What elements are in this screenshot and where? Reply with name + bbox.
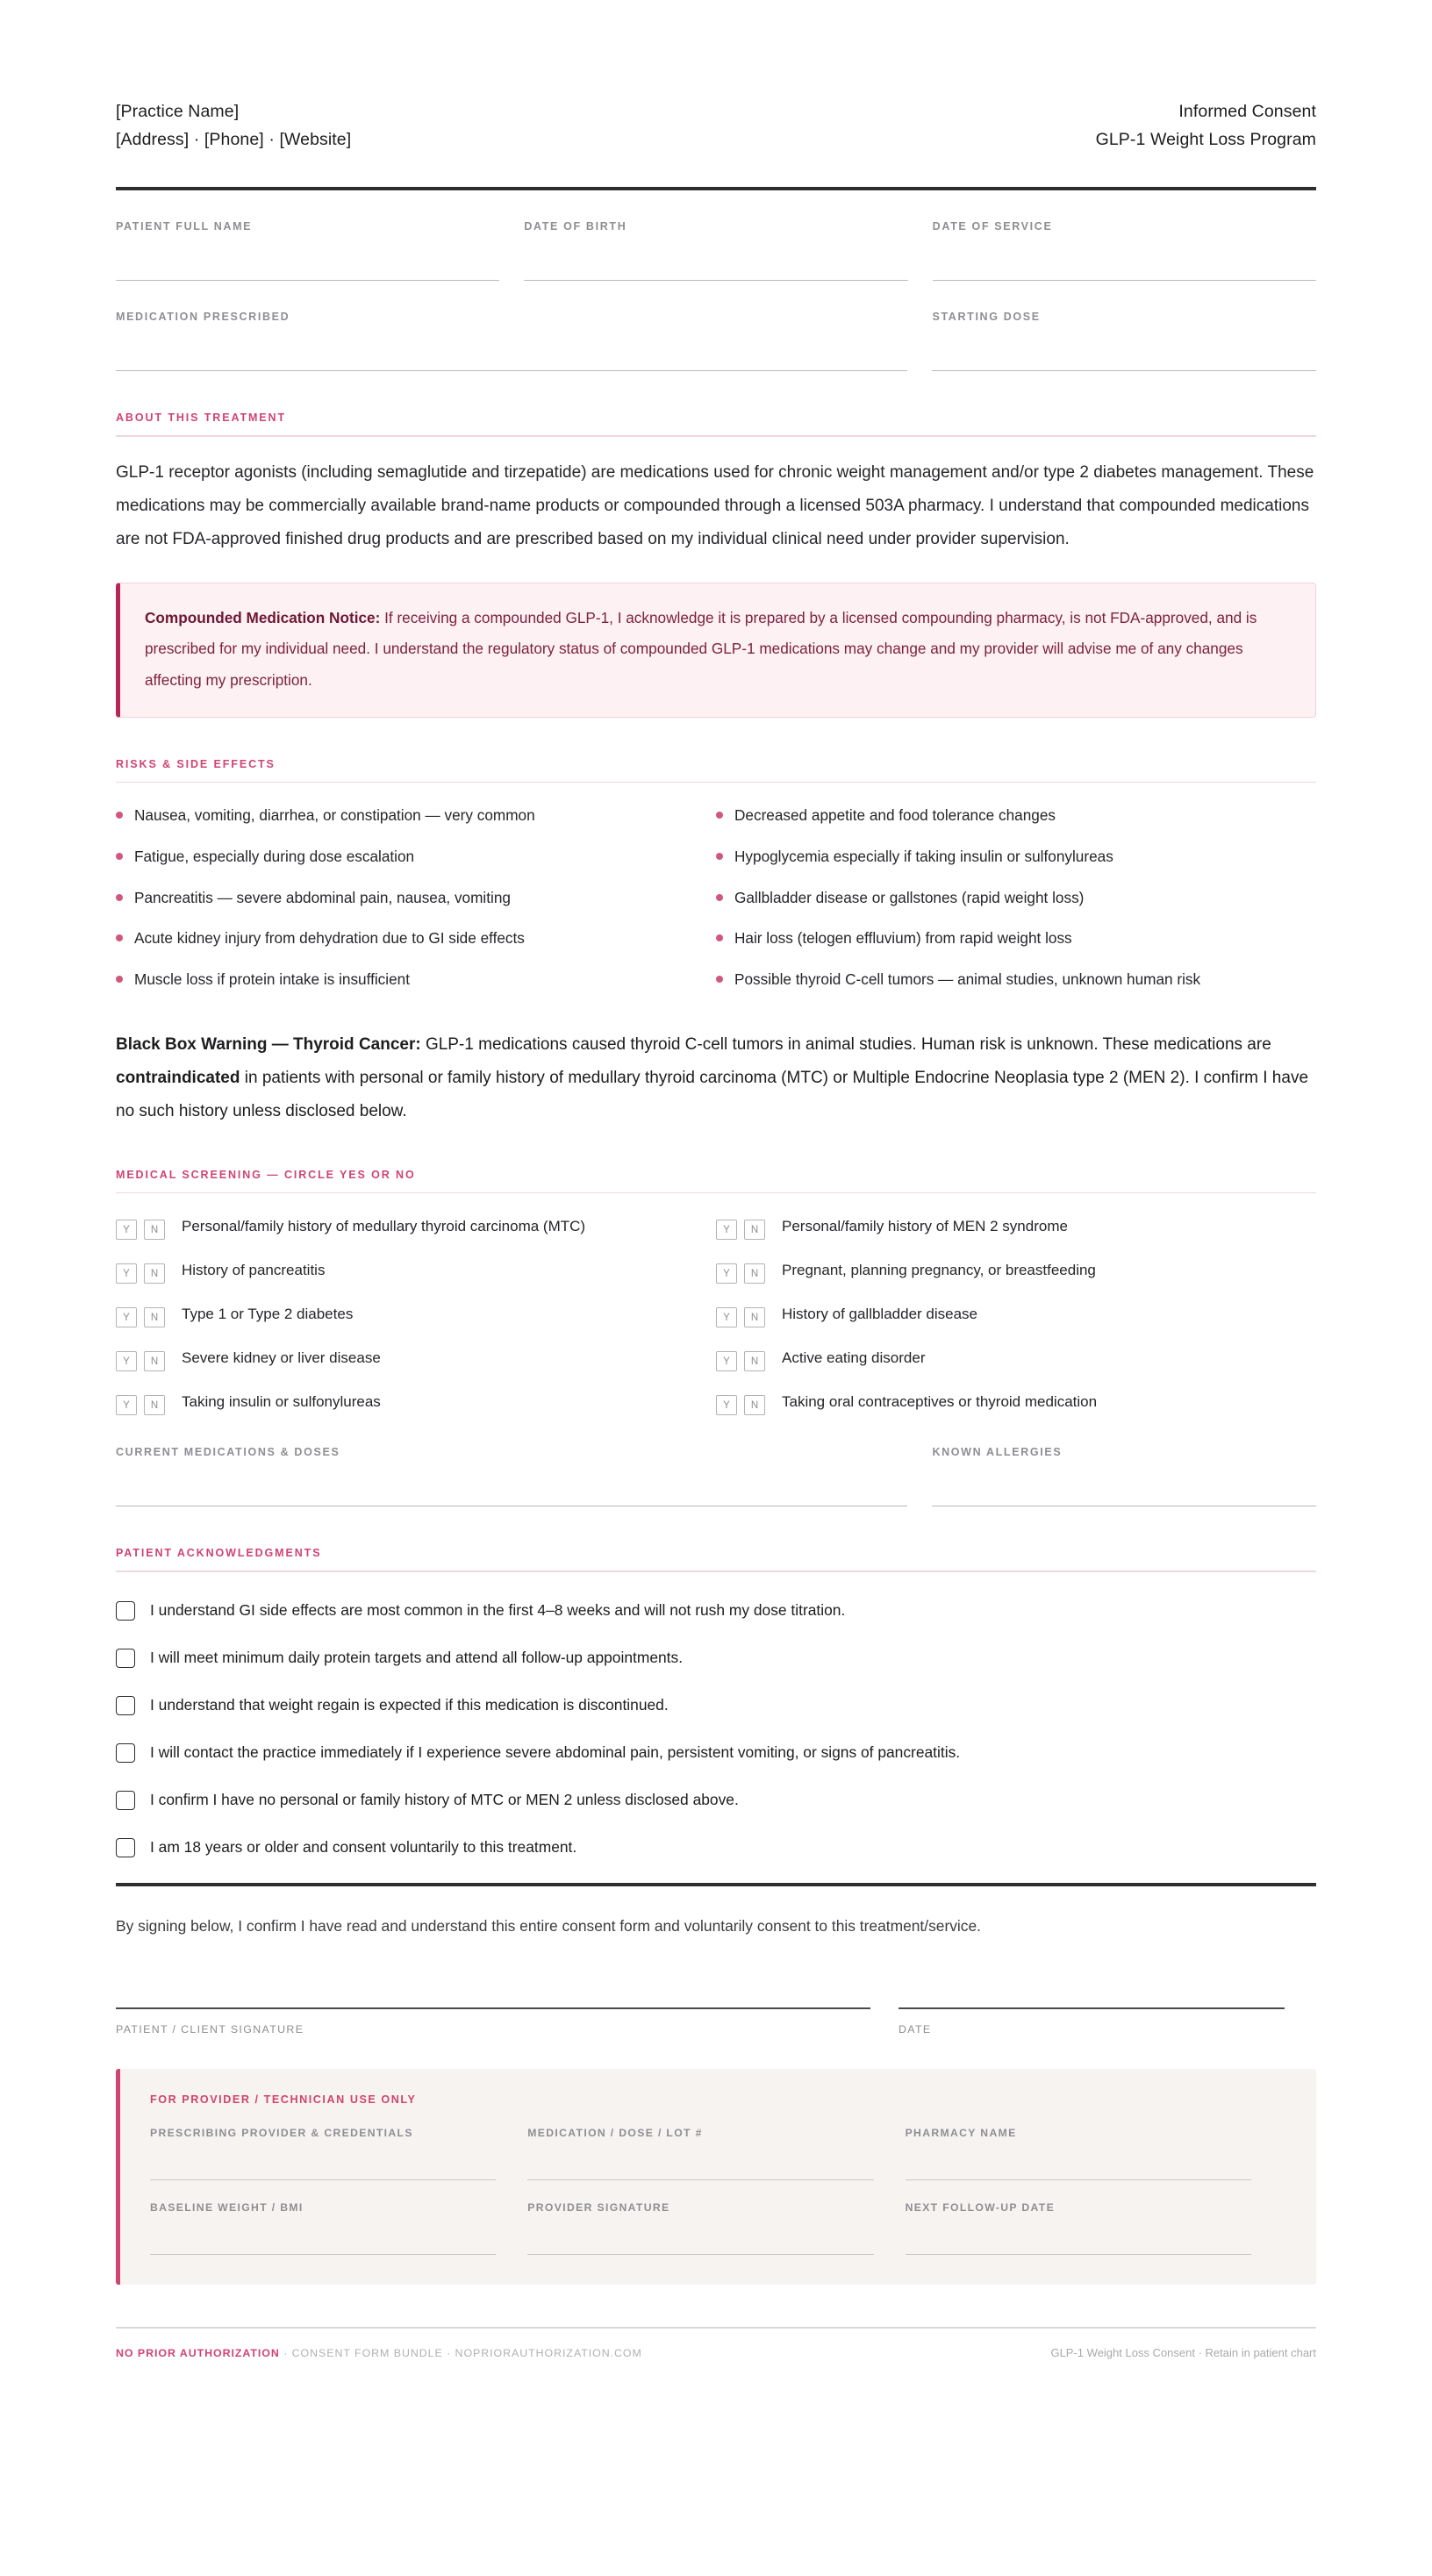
section-acknowledgments [116,1547,1316,1858]
provider-use-only-box [116,2069,1316,2285]
yes-box[interactable]: Y [116,1307,137,1327]
consent-divider [116,1883,1316,1886]
no-box[interactable]: N [144,1351,165,1371]
yes-no-toggle[interactable] [716,1220,772,1240]
document-program: GLP-1 Weight Loss Program [1095,129,1316,149]
yes-box[interactable]: Y [716,1263,737,1284]
field-label: PROVIDER SIGNATURE [527,2201,670,2215]
footer-brand-rest: · CONSENT FORM BUNDLE · NOPRIORAUTHORIZATION.COM [279,2346,642,2359]
meds-allergies-row [116,1446,1316,1506]
field-label: PRESCRIBING PROVIDER & CREDENTIALS [150,2127,413,2140]
about-paragraph: GLP-1 receptor agonists (including semaglutide and tirzepatide) are medications used for chronic weight management and/or type 2 diabetes management. These medications may be commercially available brand-name products or compounded through a licensed 503A pharmacy. I understand that compounded medications are not FDA-approved finished drug products and are prescribed based on my individual clinical need under provider supervision. [116,462,1314,548]
prescribing-provider-input[interactable] [150,2139,496,2180]
list-item [116,886,690,910]
starting-dose-input[interactable] [932,323,1316,371]
known-allergies-input[interactable] [932,1458,1316,1506]
acknowledgment-checkbox[interactable] [116,1791,135,1810]
risk-text: Pancreatitis — severe abdominal pain, nausea, vomiting [134,888,511,906]
bullet-dot-icon [116,894,123,901]
black-box-label: Black Box Warning — Thyroid Cancer: [116,1034,421,1054]
list-item [116,1599,1316,1621]
list-item [116,1693,1316,1716]
screening-label: Taking oral contraceptives or thyroid medication [782,1393,1098,1411]
field-patient-full-name [116,220,499,281]
current-medications-input[interactable] [116,1458,907,1506]
field-patient-signature [116,1985,870,2036]
consent-statement: By signing below, I confirm I have read and understand this entire consent form and voluntarily consent to this treatment/service. [116,1917,981,1936]
field-label: PHARMACY NAME [905,2127,1017,2140]
no-box[interactable]: N [744,1395,765,1415]
section-title: MEDICAL SCREENING — CIRCLE YES OR NO [116,1168,416,1181]
document-footer [116,2346,1316,2412]
black-box-warning [116,1028,1316,1128]
field-label: PATIENT FULL NAME [116,220,253,233]
no-box[interactable]: N [144,1220,165,1240]
practice-identity [116,98,351,154]
yes-no-toggle[interactable] [716,1263,772,1284]
yes-box[interactable]: Y [716,1220,737,1240]
acknowledgment-checkbox[interactable] [116,1696,135,1715]
provider-box-title: FOR PROVIDER / TECHNICIAN USE ONLY [150,2093,417,2107]
provider-fields-row-2 [150,2201,1283,2255]
yes-no-toggle[interactable] [116,1220,172,1240]
patient-fields-row-2 [116,311,1316,371]
screening-item [116,1258,690,1284]
bullet-dot-icon [116,812,123,819]
field-starting-dose [932,311,1316,371]
field-label: DATE OF SERVICE [932,220,1053,233]
footer-right: GLP-1 Weight Loss Consent · Retain in patient chart [1050,2345,1316,2359]
provider-fields-row-1 [150,2127,1283,2180]
yes-box[interactable]: Y [116,1395,137,1415]
list-item [716,804,1316,827]
screening-item [716,1258,1316,1284]
black-box-text-1: GLP-1 medications caused thyroid C-cell tumors in animal studies. Human risk is unknown. These medications are [420,1034,1271,1054]
document-identity [1096,98,1316,154]
provider-signature-input[interactable] [527,2214,873,2255]
list-item [116,927,690,950]
field-medication-prescribed [116,311,907,371]
bullet-dot-icon [716,894,723,901]
bullet-dot-icon [716,853,723,860]
screening-label: Pregnant, planning pregnancy, or breastfeeding [782,1262,1096,1279]
risk-text: Possible thyroid C-cell tumors — animal studies, unknown human risk [734,970,1201,989]
signature-label: PATIENT / CLIENT SIGNATURE [116,2023,304,2036]
yes-no-toggle[interactable] [116,1351,172,1371]
yes-no-toggle[interactable] [716,1395,772,1415]
practice-name: [Practice Name] [116,102,240,121]
yes-no-toggle[interactable] [716,1351,772,1371]
risk-text: Fatigue, especially during dose escalation [134,848,415,866]
section-medical-screening [116,1169,1316,1435]
field-label: CURRENT MEDICATIONS & DOSES [116,1446,340,1459]
yes-box[interactable]: Y [716,1307,737,1327]
field-label: STARTING DOSE [932,311,1041,324]
black-box-text-2: in patients with personal or family history of medullary thyroid carcinoma (MTC) or Multiple Endocrine Neoplasia type 2 (MEN 2). I confirm I have no such history unless disclosed below. [116,1068,1309,1120]
risk-text: Gallbladder disease or gallstones (rapid weight loss) [734,888,1085,906]
bullet-dot-icon [116,976,123,983]
notice-text: If receiving a compounded GLP-1, I acknowledge it is prepared by a licensed compounding pharmacy, is not FDA-approved, and is prescribed for my individual need. I understand the regulatory status of compounded GLP-1 medications may change and my provider will advise me of any changes affecting my prescription. [145,608,1257,689]
list-item [116,1788,1316,1811]
section-rule [116,435,1316,437]
field-label: DATE OF BIRTH [524,220,627,233]
footer-left [116,2347,642,2359]
acknowledgment-text: I will contact the practice immediately if I experience severe abdominal pain, persistent vomiting, or signs of pancreatitis. [150,1743,961,1762]
screening-item [716,1346,1316,1372]
document-type: Informed Consent [1178,102,1316,121]
no-box[interactable]: N [744,1307,765,1327]
acknowledgment-checkbox[interactable] [116,1649,135,1668]
notice-label: Compounded Medication Notice: [145,608,381,626]
baseline-weight-bmi-input[interactable] [150,2214,496,2255]
list-item [716,927,1316,950]
field-label: BASELINE WEIGHT / BMI [150,2201,304,2215]
risk-text: Decreased appetite and food tolerance changes [734,806,1056,825]
risks-right-column [716,804,1316,1008]
yes-box[interactable]: Y [116,1263,137,1284]
no-box[interactable]: N [744,1220,765,1240]
section-title: ABOUT THIS TREATMENT [116,411,287,425]
screening-right-column [716,1214,1316,1434]
bullet-dot-icon [716,934,723,941]
field-date-of-service [933,220,1316,281]
date-label: DATE [899,2023,932,2036]
signature-canvas[interactable] [116,1985,870,2007]
risk-text: Nausea, vomiting, diarrhea, or constipation — very common [134,806,535,825]
screening-item [116,1302,690,1328]
footer-divider [116,2327,1316,2329]
screening-label: Personal/family history of MEN 2 syndrome [782,1218,1068,1235]
black-box-emphasis: contraindicated [116,1068,240,1087]
medication-dose-lot-input[interactable] [527,2139,873,2180]
no-box[interactable]: N [744,1351,765,1371]
field-medication-dose-lot [527,2127,905,2180]
no-box[interactable]: N [144,1395,165,1415]
acknowledgment-list [116,1599,1316,1859]
screening-label: History of gallbladder disease [782,1306,978,1323]
field-pharmacy-name [906,2127,1283,2180]
screening-item [116,1346,690,1372]
screening-label: Active eating disorder [782,1349,926,1367]
yes-no-toggle[interactable] [116,1263,172,1284]
risks-columns [116,804,1316,1008]
screening-columns [116,1214,1316,1434]
date-of-service-input[interactable] [933,233,1316,281]
yes-box[interactable]: Y [116,1351,137,1371]
field-label: KNOWN ALLERGIES [932,1446,1063,1459]
acknowledgment-text: I am 18 years or older and consent voluntarily to this treatment. [150,1838,577,1857]
section-rule [116,1192,1316,1194]
field-label: MEDICATION PRESCRIBED [116,311,290,324]
patient-full-name-input[interactable] [116,233,499,281]
bullet-dot-icon [716,812,723,819]
practice-contact: [Address] · [Phone] · [Website] [116,129,352,149]
field-date-of-birth [524,220,907,281]
list-item [116,845,690,869]
field-baseline-weight-bmi [150,2201,527,2255]
date-line [899,2007,1285,2009]
screening-label: Severe kidney or liver disease [182,1349,381,1367]
risks-left-column [116,804,716,1008]
list-item [116,1741,1316,1764]
no-box[interactable]: N [744,1263,765,1284]
no-box[interactable]: N [144,1263,165,1284]
list-item [116,804,690,827]
screening-item [716,1390,1316,1416]
list-item [116,1835,1316,1858]
field-provider-signature [527,2201,905,2255]
section-title: RISKS & SIDE EFFECTS [116,757,276,770]
section-title: PATIENT ACKNOWLEDGMENTS [116,1547,322,1560]
screening-label: Type 1 or Type 2 diabetes [182,1306,354,1323]
document-header [116,98,1316,154]
screening-label: Personal/family history of medullary thyroid carcinoma (MTC) [182,1218,586,1235]
screening-label: History of pancreatitis [182,1262,326,1279]
bullet-dot-icon [116,934,123,941]
footer-brand: NO PRIOR AUTHORIZATION [116,2346,280,2359]
field-next-followup-date [906,2201,1283,2255]
acknowledgment-checkbox[interactable] [116,1838,135,1857]
screening-item [716,1302,1316,1328]
date-of-birth-input[interactable] [524,233,907,281]
field-signature-date [899,1985,1285,2036]
section-about-treatment [116,411,1316,556]
list-item [716,968,1316,991]
acknowledgment-checkbox[interactable] [116,1601,135,1621]
patient-fields-row-1 [116,220,1316,281]
risk-text: Muscle loss if protein intake is insufficient [134,970,410,989]
field-prescribing-provider [150,2127,527,2180]
field-label: MEDICATION / DOSE / LOT # [527,2127,703,2140]
acknowledgment-checkbox[interactable] [116,1743,135,1763]
acknowledgment-text: I understand that weight regain is expected if this medication is discontinued. [150,1695,669,1714]
yes-box[interactable]: Y [116,1220,137,1240]
list-item [716,886,1316,910]
list-item [116,1646,1316,1669]
screening-item [116,1214,690,1241]
section-risks [116,758,1316,1009]
no-box[interactable]: N [144,1307,165,1327]
yes-box[interactable]: Y [716,1351,737,1371]
field-label: NEXT FOLLOW-UP DATE [905,2201,1056,2215]
field-known-allergies [932,1446,1316,1506]
screening-label: Taking insulin or sulfonylureas [182,1393,381,1411]
bullet-dot-icon [116,853,123,860]
list-item [116,968,690,991]
yes-box[interactable]: Y [716,1395,737,1415]
signature-row [116,1985,1316,2036]
screening-item [116,1390,690,1416]
risk-text: Hair loss (telogen effluvium) from rapid weight loss [734,929,1072,948]
screening-item [716,1214,1316,1241]
section-rule [116,1571,1316,1572]
header-divider [116,187,1316,190]
risk-text: Acute kidney injury from dehydration due to GI side effects [134,929,525,948]
field-current-medications [116,1446,907,1506]
acknowledgment-text: I confirm I have no personal or family history of MTC or MEN 2 unless disclosed above. [150,1791,739,1809]
screening-left-column [116,1214,716,1434]
pharmacy-name-input[interactable] [906,2139,1251,2180]
acknowledgment-text: I understand GI side effects are most common in the first 4–8 weeks and will not rush my dose titration. [150,1600,846,1619]
signature-line [116,2007,870,2009]
date-input[interactable] [899,1985,1285,2007]
next-followup-date-input[interactable] [906,2214,1251,2255]
list-item [716,845,1316,869]
yes-no-toggle[interactable] [116,1395,172,1415]
compounded-medication-notice [116,583,1316,718]
acknowledgment-text: I will meet minimum daily protein targets and attend all follow-up appointments. [150,1648,684,1666]
section-rule [116,782,1316,784]
yes-no-toggle[interactable] [116,1307,172,1327]
risk-text: Hypoglycemia especially if taking insulin or sulfonylureas [734,848,1113,866]
medication-prescribed-input[interactable] [116,323,907,371]
yes-no-toggle[interactable] [716,1307,772,1327]
bullet-dot-icon [716,976,723,983]
